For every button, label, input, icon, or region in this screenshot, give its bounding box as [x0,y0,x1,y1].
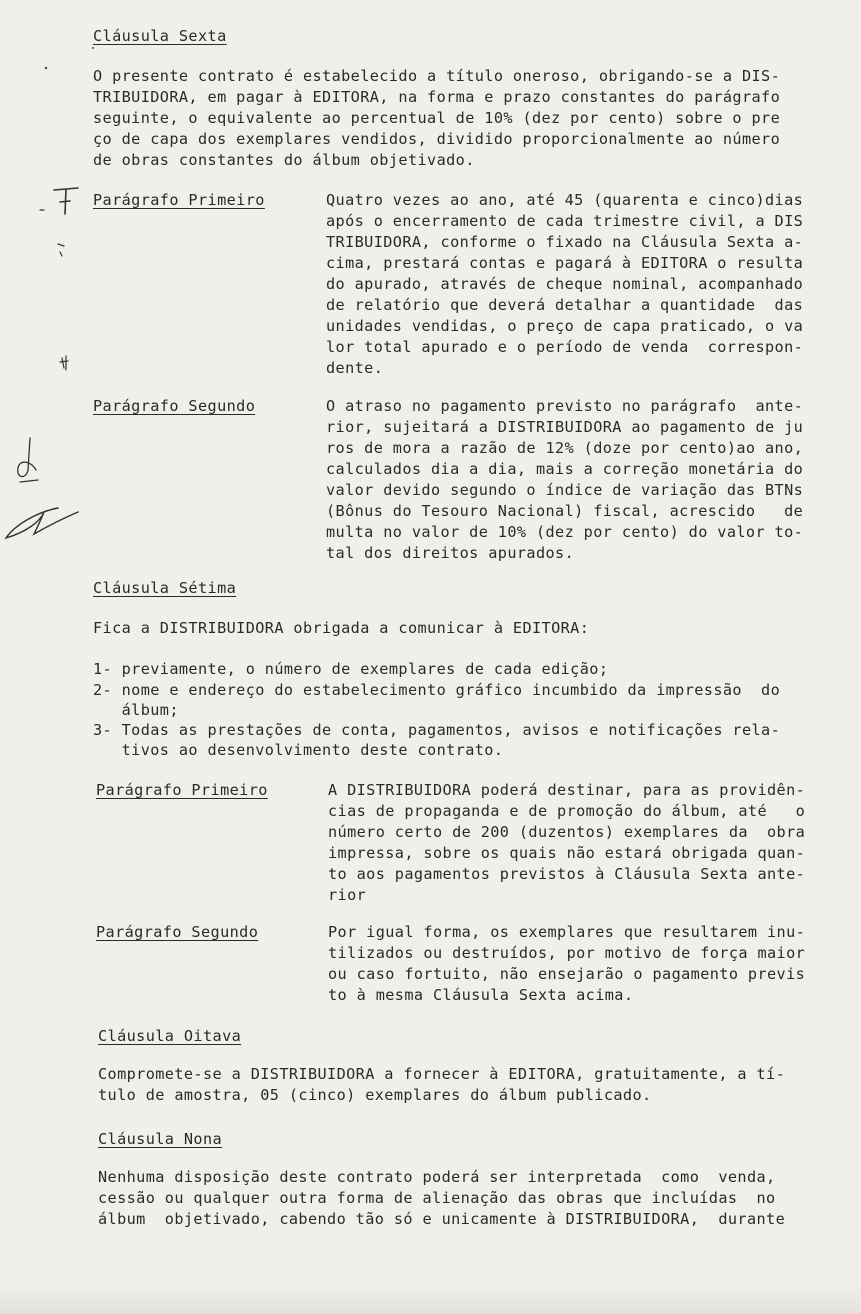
body-line: seguinte, o equivalente ao percentual de 10% (dez por cento) sobre o pre [93,109,781,127]
heading-clausula-oitava: Cláusula Oitava [98,1027,242,1045]
body-line: impressa, sobre os quais não estará obrigada quan- [328,844,806,862]
body-line: O atraso no pagamento previsto no parágrafo ante- [326,397,804,415]
body-line: to à mesma Cláusula Sexta acima. [328,986,634,1004]
list-item: 1- previamente, o número de exemplares de cada edição; [93,660,609,678]
body-line: álbum objetivado, cabendo tão só e unicamente à DISTRIBUIDORA, durante [98,1210,786,1228]
body-line: tilizados ou destruídos, por motivo de força maior [328,944,806,962]
body-line: TRIBUIDORA, conforme o fixado na Cláusula Sexta a- [326,233,804,251]
heading-clausula-setima: Cláusula Sétima [93,579,237,597]
body-line: Quatro vezes ao ano, até 45 (quarenta e cinco)dias [326,191,804,209]
label-paragrafo-segundo: Parágrafo Segundo [96,923,259,941]
list-item: tivos ao desenvolvimento deste contrato. [93,741,504,759]
label-paragrafo-primeiro: Parágrafo Primeiro [93,191,265,209]
body-line: (Bônus do Tesouro Nacional) fiscal, acrescido de [326,502,804,520]
label-paragrafo-primeiro: Parágrafo Primeiro [96,781,268,799]
body-line: O presente contrato é estabelecido a título oneroso, obrigando-se a DIS- [93,67,781,85]
body-line: Nenhuma disposição deste contrato poderá ser interpretada como venda, [98,1168,776,1186]
body-line: ros de mora a razão de 12% (doze por cento)ao ano, [326,439,804,457]
body-line: calculados dia a dia, mais a correção monetária do [326,460,804,478]
body-line: ou caso fortuito, não ensejarão o pagamento previs [328,965,806,983]
list-item: 3- Todas as prestações de conta, pagamentos, avisos e notificações rela- [93,721,781,739]
body-line: do apurado, através de cheque nominal, acompanhado [326,275,804,293]
body-line: ço de capa dos exemplares vendidos, dividido proporcionalmente ao número [93,130,781,148]
list-item: álbum; [93,701,179,719]
heading-clausula-nona: Cláusula Nona [98,1130,223,1148]
body-line: lor total apurado e o período de venda correspon- [326,338,804,356]
label-paragrafo-segundo: Parágrafo Segundo [93,397,256,415]
body-line: de obras constantes do álbum objetivado. [93,151,475,169]
body-line: tal dos direitos apurados. [326,544,575,562]
body-line: dente. [326,359,384,377]
body-line: TRIBUIDORA, em pagar à EDITORA, na forma e prazo constantes do parágrafo [93,88,781,106]
body-line: de relatório que deverá detalhar a quantidade das [326,296,804,314]
body-line: número certo de 200 (duzentos) exemplares da obra [328,823,806,841]
body-line: A DISTRIBUIDORA poderá destinar, para as providên- [328,781,806,799]
body-line: unidades vendidas, o preço de capa praticado, o va [326,317,804,335]
body-line: cessão ou qualquer outra forma de alienação das obras que incluídas no [98,1189,776,1207]
body-line: rior, sujeitará a DISTRIBUIDORA ao pagamento de ju [326,418,804,436]
body-line: to aos pagamentos previstos à Cláusula Sexta ante- [328,865,806,883]
page-bottom-shadow [0,1284,861,1314]
body-line: cias de propaganda e de promoção do álbum, até o [328,802,806,820]
body-line: rior [328,886,367,904]
body-line: Por igual forma, os exemplares que resultarem inu- [328,923,806,941]
body-line: Compromete-se a DISTRIBUIDORA a fornecer à EDITORA, gratuitamente, a tí- [98,1065,786,1083]
body-line: cima, prestará contas e pagará à EDITORA o resulta [326,254,804,272]
list-item: 2- nome e endereço do estabelecimento gráfico incumbido da impressão do [93,681,781,699]
body-line: Fica a DISTRIBUIDORA obrigada a comunicar à EDITORA: [93,619,590,637]
body-line: valor devido segundo o índice de variação das BTNs [326,481,804,499]
body-line: tulo de amostra, 05 (cinco) exemplares do álbum publicado. [98,1086,652,1104]
body-line: após o encerramento de cada trimestre civil, a DIS [326,212,804,230]
heading-clausula-sexta: Cláusula Sexta [93,27,227,45]
body-line: multa no valor de 10% (dez por cento) do valor to- [326,523,804,541]
